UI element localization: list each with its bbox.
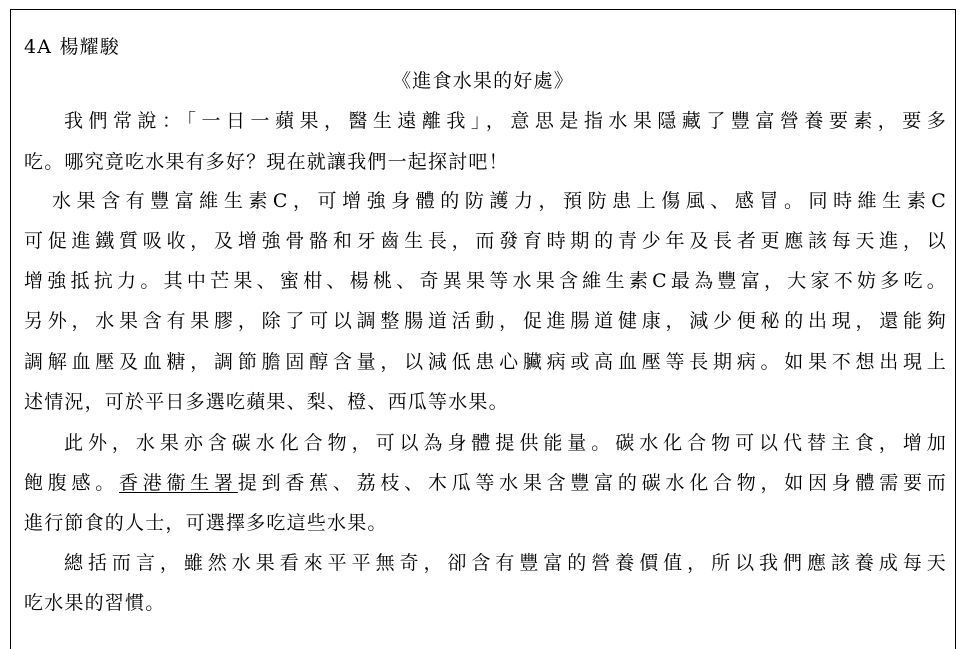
- paragraph-2-line-4: 另外，水果含有果膠，除了可以調整腸道活動，促進腸道健康，減少便秘的出現，還能夠: [24, 310, 947, 332]
- paragraph-2-line-1: 水果含有豐富維生素C，可增強身體的防護力，預防患上傷風、感冒。同時維生素C: [52, 190, 947, 212]
- paragraph-4-line-2: 吃水果的習慣。: [24, 592, 166, 614]
- document-page: [10, 9, 956, 649]
- essay-title: 《進食水果的好處》: [392, 70, 574, 92]
- paragraph-2-line-2: 可促進鐵質吸收，及增強骨骼和牙齒生長，而發育時期的青少年及長者更應該每天進，以: [24, 230, 947, 252]
- paragraph-1-line-1: 我們常說：「一日一蘋果，醫生遠離我」，意思是指水果隱藏了豐富營養要素，要多: [64, 110, 947, 132]
- paragraph-3-line-1: 此外，水果亦含碳水化合物，可以為身體提供能量。碳水化合物可以代替主食，增加: [64, 432, 947, 454]
- paragraph-1-line-2: 吃。哪究竟吃水果有多好？現在就讓我們一起探討吧！: [24, 151, 509, 173]
- paragraph-2-line-6: 述情況，可於平日多選吃蘋果、梨、橙、西瓜等水果。: [24, 391, 509, 413]
- paragraph-3-line-2: [24, 468, 947, 495]
- paragraph-3-line-2-before: 飽腹感。: [24, 472, 120, 494]
- paragraph-2-line-5: 調解血壓及血糖，調節膽固醇含量，以減低患心臟病或高血壓等長期病。如果不想出現上: [24, 351, 947, 373]
- paragraph-3-line-2-after: 提到香蕉、荔枝、木瓜等水果含豐富的碳水化合物，如因身體需要而: [237, 472, 947, 494]
- paragraph-3-line-3: 進行節食的人士，可選擇多吃這些水果。: [24, 512, 388, 534]
- paragraph-4-line-1: 總括而言，雖然水果看來平平無奇，卻含有豐富的營養價值，所以我們應該養成每天: [64, 552, 947, 574]
- department-of-health-name: 香港衞生署: [119, 472, 238, 494]
- paragraph-2-line-3: 增強抵抗力。其中芒果、蜜柑、楊桃、奇異果等水果含維生素C最為豐富，大家不妨多吃。: [24, 270, 947, 292]
- author-line: 4A 楊耀駿: [24, 36, 121, 58]
